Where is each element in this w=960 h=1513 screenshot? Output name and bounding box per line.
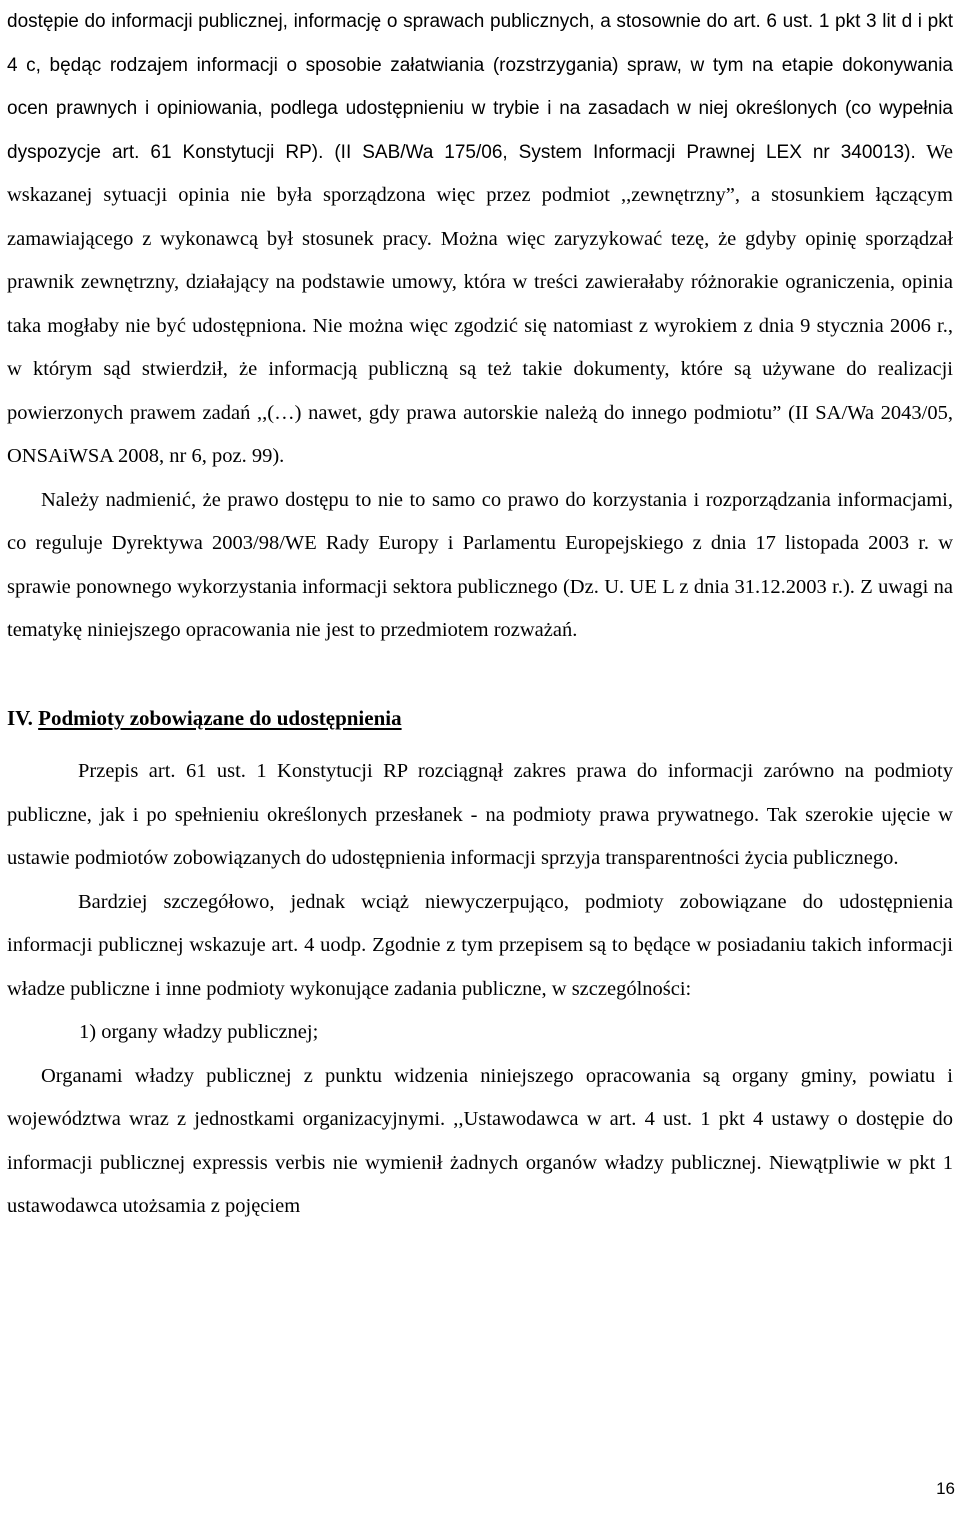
paragraph-5: Organami władzy publicznej z punktu widzenia niniejszego opracowania są organy gminy, powiatu i województwa wraz z jednostkami organizacyjnymi. ,,Ustawodawca w art. 4 ust. 1 pkt 4 ustawy o dostępie do informacji publicznej expressis verbis nie wymienił żadnych organów władzy publicznej. Niewątpliwie w pkt 1 ustawodawca utożsamia z pojęciem bbox=[7, 1064, 953, 1217]
spacer bbox=[7, 740, 953, 750]
list-item: 1) organy władzy publicznej; bbox=[79, 1021, 319, 1043]
section-heading bbox=[7, 697, 953, 741]
paragraph-1-part-b: We wskazanej sytuacji opinia nie była sporządzona więc przez podmiot ,,zewnętrzny”, a stosunkiem łączącym zamawiającego z wykonawcą był stosunek pracy. Można więc zaryzykować tezę, że gdyby opinię sporządzał prawnik zewnętrzny, działający na podstawie umowy, która w treści zawierałaby różnorakie ograniczenia, opinia taka mogłaby nie być udostępniona. Nie można więc zgodzić się natomiast z wyrokiem z dnia 9 stycznia 2006 r., w którym sąd stwierdził, że informacją publiczną są też takie dokumenty, które są używane do realizacji powierzonych prawem zadań ,,(…) nawet, gdy prawa autorskie należą do innego podmiotu” (II SA/Wa 2043/05, ONSAiWSA 2008, nr 6, poz. 99). bbox=[7, 140, 953, 467]
section-number: IV. bbox=[7, 705, 33, 730]
section-title: Podmioty zobowiązane do udostępnienia bbox=[38, 705, 402, 730]
paragraph-4: Bardziej szczegółowo, jednak wciąż niewyczerpująco, podmioty zobowiązane do udostępnienia informacji publicznej wskazuje art. 4 uodp. Zgodnie z tym przepisem są to będące w posiadaniu takich informacji władze publiczne i inne podmioty wykonujące zadania publiczne, w szczególności: bbox=[7, 890, 953, 1000]
paragraph-3: Przepis art. 61 ust. 1 Konstytucji RP rozciągnął zakres prawa do informacji zarówno na podmioty publiczne, jak i po spełnieniu określonych przesłanek - na podmioty prawa prywatnego. Tak szerokie ujęcie w ustawie podmiotów zobowiązanych do udostępnienia informacji sprzyja transparentności życia publicznego. bbox=[7, 760, 953, 869]
page-number: 16 bbox=[936, 1479, 955, 1498]
paragraph-2: Należy nadmienić, że prawo dostępu to nie to samo co prawo do korzystania i rozporządzania informacjami, co reguluje Dyrektywa 2003/98/WE Rady Europy i Parlamentu Europejskiego z dnia 17 listopada 2003 r. w sprawie ponownego wykorzystania informacji sektora publicznego (Dz. U. UE L z dnia 31.12.2003 r.). Z uwagi na tematykę niniejszego opracowania nie jest to przedmiotem rozważań. bbox=[7, 488, 953, 641]
spacer bbox=[7, 653, 953, 697]
paragraph-1 bbox=[7, 0, 953, 479]
document-page bbox=[7, 0, 953, 1229]
paragraph-1-part-a: dostępie do informacji publicznej, informację o sprawach publicznych, a stosownie do art. 6 ust. 1 pkt 3 lit d i pkt 4 c, będąc rodzajem informacji o sposobie załatwiania (rozstrzygania) spraw, w tym na etapie dokonywania ocen prawnych i opiniowania, podlega udostępnieniu w trybie i na zasadach w niej określonych (co wypełnia dyspozycje art. 61 Konstytucji RP). (II SAB/Wa 175/06, System Informacji Prawnej LEX nr 340013). bbox=[7, 11, 953, 163]
